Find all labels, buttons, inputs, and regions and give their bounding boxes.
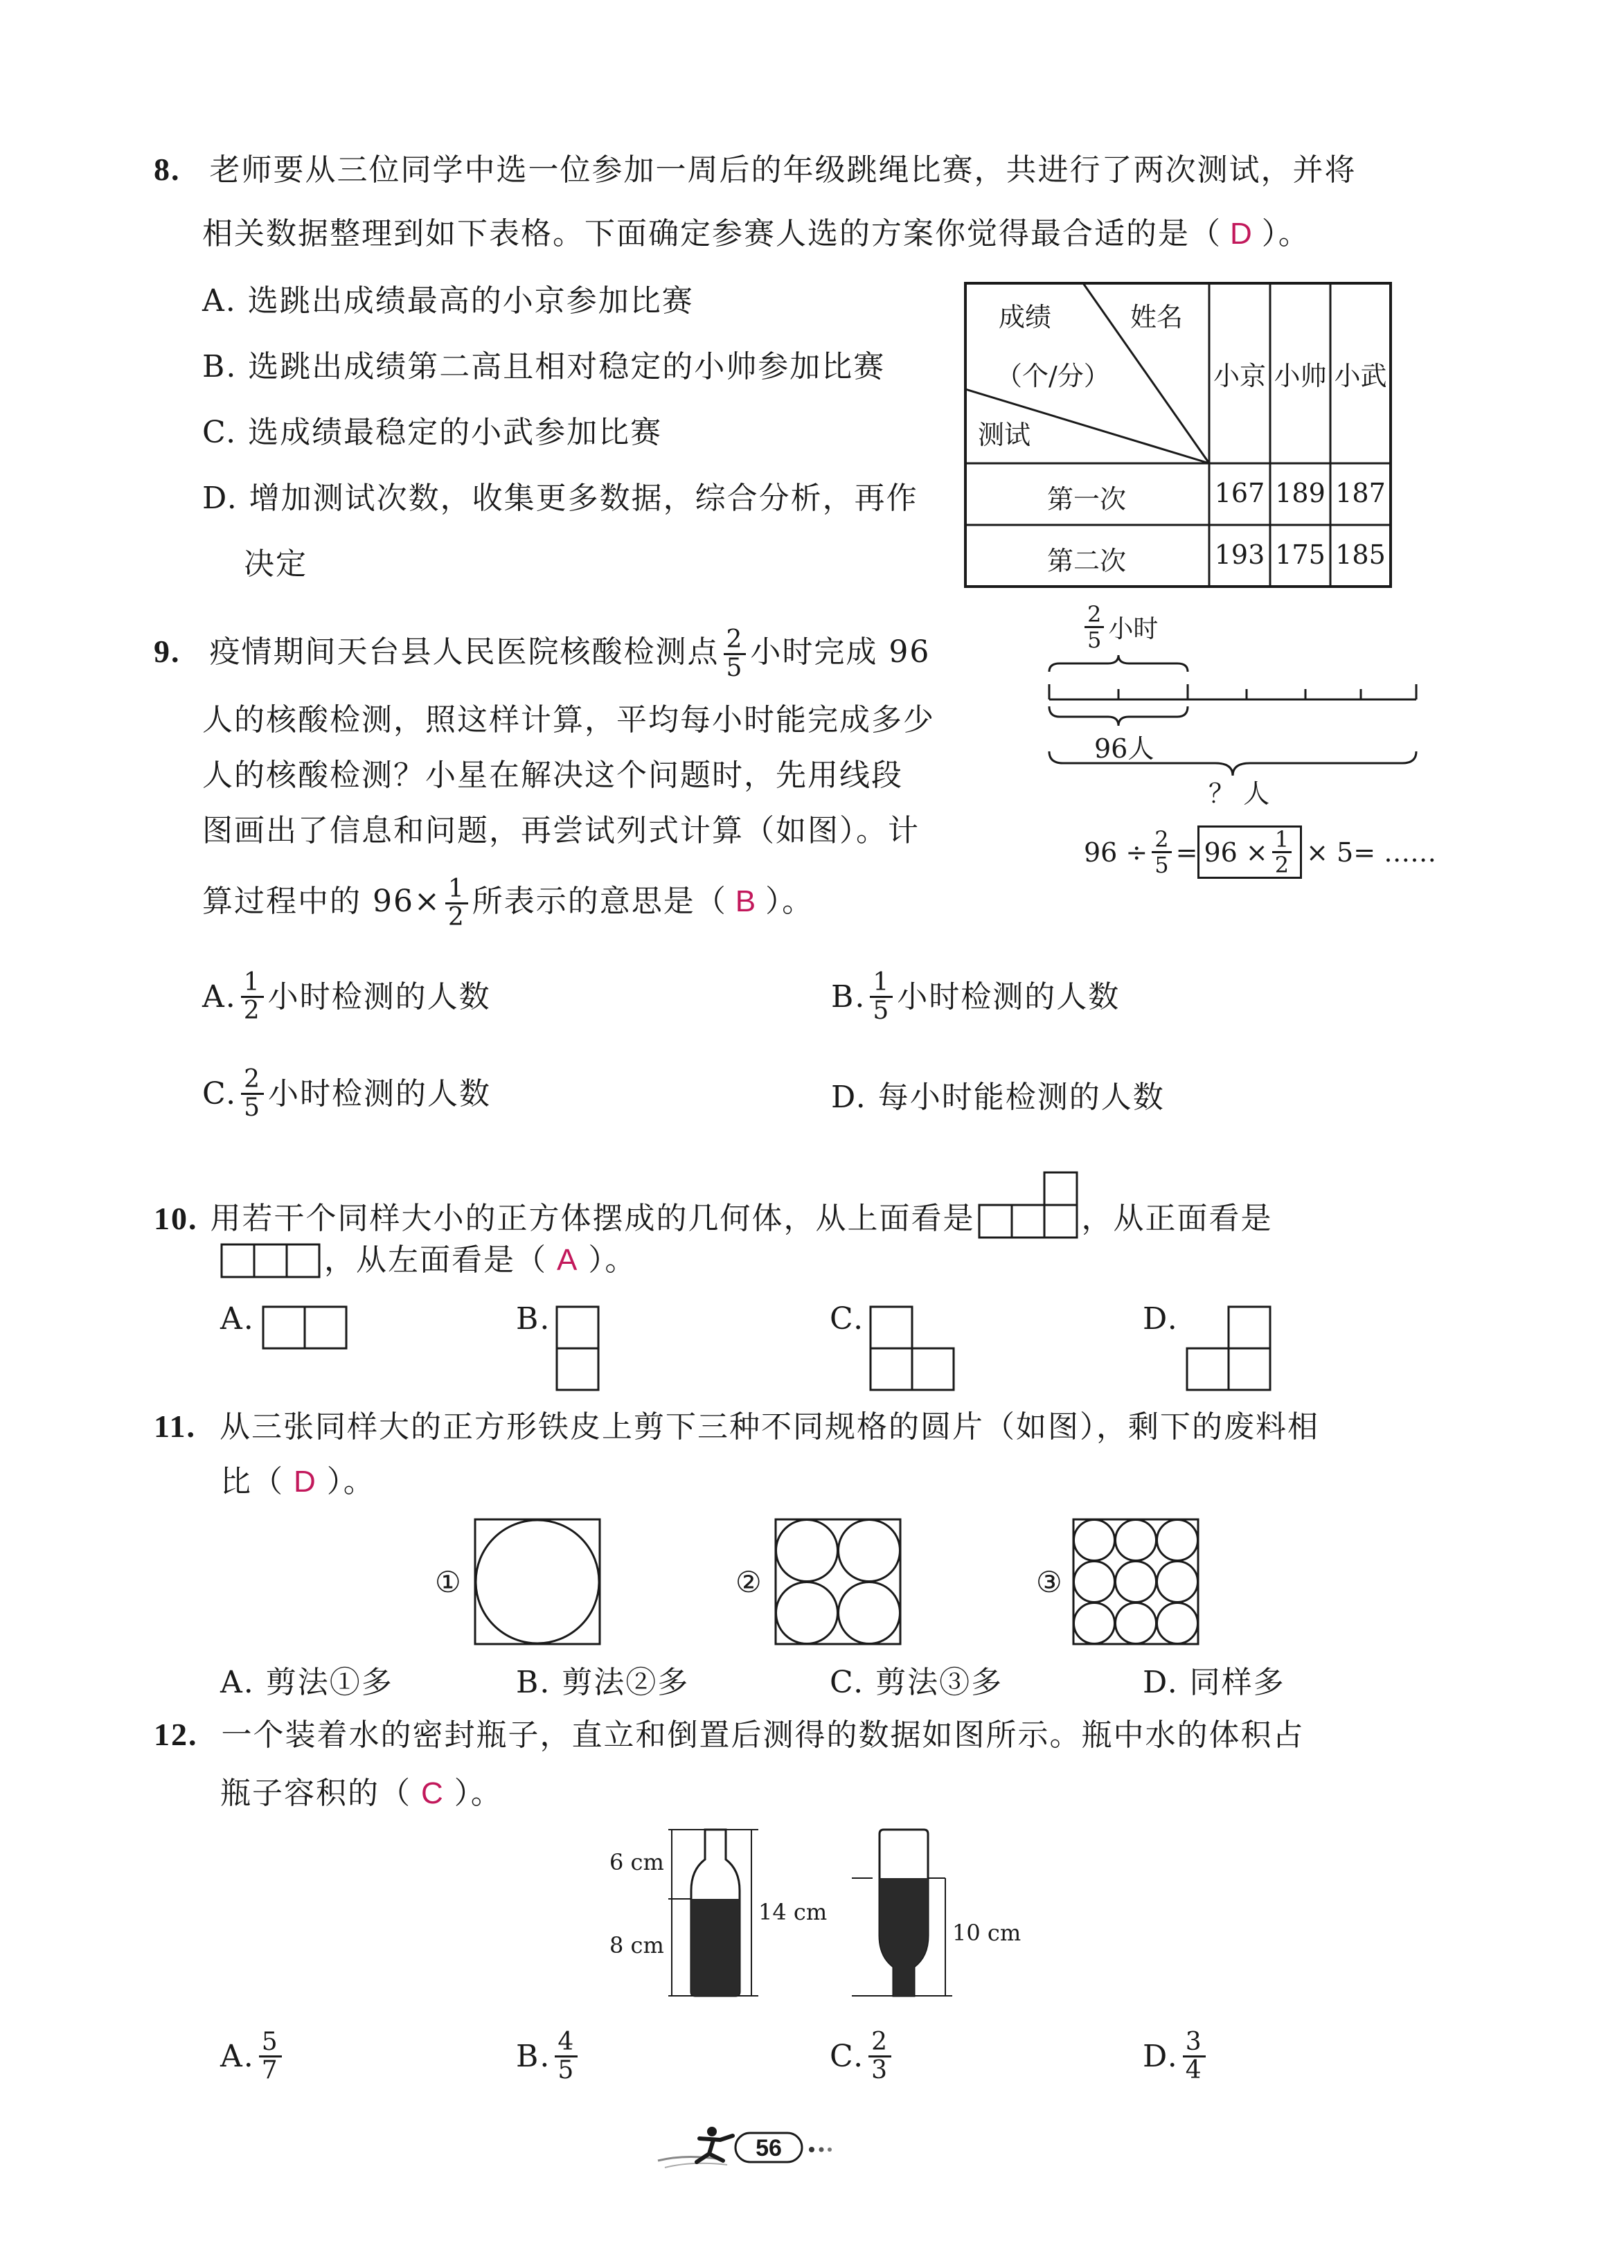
q10-line2-text: ，从左面看是（: [324, 1242, 547, 1278]
q9-eq-box-text: 96 ×: [1204, 837, 1268, 868]
q9-number: 9.: [154, 634, 181, 669]
q9-diagram-top-label: [1080, 602, 1158, 652]
q9-eq-frac-d: 5: [1154, 852, 1169, 878]
q8-option-d: D. 增加测试次数，收集更多数据，综合分析，再作: [202, 481, 918, 516]
q9-option-a-letter: A.: [202, 979, 237, 1015]
q12-number: 12.: [154, 1717, 198, 1752]
q8-row2-label: 第二次: [1046, 546, 1126, 576]
q8-option-a: A. 选跳出成绩最高的小京参加比赛: [202, 283, 694, 319]
q11-number: 11.: [154, 1409, 196, 1444]
q9-diagram-frac-d: 5: [1087, 627, 1102, 653]
q9-line1-text: 疫情期间天台县人民医院核酸检测点: [209, 634, 720, 670]
q9-option-c-text: 小时检测的人数: [268, 1075, 491, 1111]
q9-line5-text: 算过程中的 96×: [202, 884, 441, 919]
q9-diagram-hours-label: 小时: [1108, 615, 1159, 643]
q9-eq-pre: 96 ÷: [1084, 837, 1148, 868]
q9-option-a-n: 1: [241, 970, 264, 998]
q11-option-b: B. 剪法②多: [516, 1665, 690, 1700]
q11-option-c: C. 剪法③多: [830, 1665, 1003, 1700]
q9-frac2-numerator: 1: [445, 876, 468, 904]
q10-option-d-label: D.: [1143, 1301, 1179, 1337]
q10-line1: [154, 1170, 1273, 1240]
q12-option-b-frac: [555, 2029, 578, 2084]
q9-line5: [202, 876, 814, 931]
page-number: 56: [756, 2135, 782, 2161]
q9-diagram-frac-n: 2: [1085, 602, 1104, 628]
q12-option-d-letter: D.: [1143, 2038, 1179, 2074]
q12-option-b-letter: B.: [516, 2038, 551, 2074]
q10-top-view-icon: [978, 1170, 1079, 1240]
q12-label-10cm: 10 cm: [952, 1920, 1021, 1946]
q9-frac1-denominator: 5: [726, 654, 744, 682]
q9-frac2-denominator: 2: [447, 903, 465, 931]
q11-line2-end: ）。: [326, 1464, 375, 1499]
q9-eq-box-frac: [1272, 828, 1292, 877]
q8-stem-line2: 相关数据整理到如下表格。下面确定参赛人选的方案你觉得最合适的是（: [202, 216, 1222, 251]
q12-option-d-frac: [1183, 2029, 1206, 2084]
q8-option-c: C. 选成绩最稳定的小武参加比赛: [202, 415, 663, 450]
q8-line1: [154, 149, 1357, 191]
q12-line2-text: 瓶子容积的（: [220, 1776, 411, 1811]
q8-score-table: [964, 282, 1392, 588]
q12-option-c-d: 3: [871, 2056, 889, 2084]
q8-option-d-cont: 决定: [244, 546, 307, 582]
q8-header-unit: （个/分）: [996, 361, 1110, 391]
q9-eq-frac: [1152, 828, 1171, 877]
q9-diagram-unknown: ？ 人: [1208, 778, 1270, 809]
q8-stem-line1: 老师要从三位同学中选一位参加一周后的年级跳绳比赛，共进行了两次测试，并将: [209, 152, 1357, 188]
q10-option-c-shape: [869, 1305, 956, 1393]
q9-option-b-letter: B.: [831, 979, 866, 1015]
q12-option-c-letter: C.: [830, 2038, 865, 2074]
q8-row2-v1: 193: [1214, 539, 1265, 570]
q11-answer: D: [294, 1465, 317, 1499]
q12-label-6cm: 6 cm: [609, 1849, 664, 1875]
q12-label-8cm: 8 cm: [609, 1932, 664, 1958]
q12-option-c-frac: [868, 2029, 891, 2084]
q9-option-b-text: 小时检测的人数: [897, 979, 1121, 1015]
q9-line2: 人的核酸检测，照这样计算，平均每小时能完成多少: [202, 702, 935, 738]
q12-line1-text: 一个装着水的密封瓶子，直立和倒置后测得的数据如图所示。瓶中水的体积占: [221, 1717, 1305, 1753]
q10-front-view-icon: [220, 1242, 321, 1279]
q9-frac1-numerator: 2: [724, 627, 747, 655]
q12-option-b-d: 5: [557, 2056, 575, 2084]
q9-option-c-d: 5: [244, 1093, 261, 1122]
q8-name-xiaojing: 小京: [1213, 361, 1266, 391]
q9-option-a-frac: [241, 970, 264, 1024]
q12-option-b: [516, 2029, 582, 2084]
q9-eq-box-frac-d: 2: [1274, 852, 1290, 878]
q11-line2-text: 比（: [220, 1464, 284, 1499]
q12-line2: [220, 1773, 503, 1814]
q11-option-d: D. 同样多: [1143, 1665, 1285, 1700]
q9-diagram-equation: [1084, 825, 1436, 879]
q11-figure-3: [1072, 1518, 1199, 1645]
q12-line1: [154, 1714, 1305, 1756]
q9-line5-end: ）。: [765, 884, 814, 919]
q8-row1-v3: 187: [1335, 478, 1386, 508]
q9-segment-diagram: [1039, 601, 1437, 907]
q9-option-d: [831, 1077, 1165, 1118]
q11-line2: [220, 1461, 375, 1503]
q10-line2: [220, 1240, 636, 1281]
q10-option-a-label: A.: [220, 1301, 255, 1337]
q9-line5-mid: 所表示的意思是（: [472, 884, 727, 919]
q9-fraction-two-fifths: [724, 627, 747, 681]
q9-fraction-one-half: [445, 876, 468, 931]
q9-option-b-d: 5: [873, 997, 891, 1025]
q8-header-name: 姓名: [1130, 302, 1184, 332]
q8-line2: [202, 213, 1310, 255]
q11-line1: [154, 1406, 1319, 1448]
q9-option-c-letter: C.: [202, 1075, 238, 1111]
q8-row2-v3: 185: [1335, 539, 1386, 570]
q12-line2-end: ）。: [454, 1776, 503, 1811]
page-footer: [651, 2119, 873, 2175]
q9-option-d-text: 每小时能检测的人数: [877, 1080, 1165, 1115]
q9-line4: 图画出了信息和问题，再尝试列式计算（如图）。计: [202, 813, 920, 848]
q9-line1-end: 小时完成 96: [750, 634, 931, 670]
q12-answer: C: [421, 1776, 445, 1810]
q9-option-c: [202, 1066, 491, 1121]
q9-eq-equals: =: [1175, 837, 1198, 868]
q9-eq-boxed: [1197, 825, 1302, 879]
q8-row2-v2: 175: [1275, 539, 1326, 570]
q12-option-c-n: 2: [868, 2029, 891, 2057]
q9-option-b: [831, 970, 1120, 1024]
q9-option-c-frac: [241, 1066, 264, 1121]
q9-option-b-n: 1: [870, 970, 893, 998]
q10-option-d-shape: [1186, 1305, 1273, 1393]
q11-figure-2: [774, 1518, 902, 1645]
q10-line2-end: ）。: [588, 1242, 637, 1278]
q12-option-b-n: 4: [555, 2029, 578, 2057]
q8-option-b: B. 选跳出成绩第二高且相对稳定的小帅参加比赛: [202, 349, 886, 384]
q12-option-d-d: 4: [1185, 2056, 1203, 2084]
q10-line1-text: 用若干个同样大小的正方体摆成的几何体，从上面看是: [210, 1201, 975, 1236]
q9-line3: 人的核酸检测？小星在解决这个问题时，先用线段: [202, 758, 903, 793]
q8-row1-v1: 167: [1214, 478, 1265, 508]
q10-option-a-shape: [262, 1305, 349, 1350]
q9-option-d-letter: D.: [831, 1080, 867, 1115]
q9-option-c-n: 2: [241, 1066, 264, 1095]
q9-answer: B: [735, 884, 758, 918]
q8-row1-label: 第一次: [1046, 484, 1126, 515]
q11-label-1: ①: [435, 1565, 461, 1599]
q12-option-a-n: 5: [259, 2029, 282, 2057]
q9-option-a: [202, 970, 491, 1024]
q10-number: 10.: [154, 1201, 198, 1236]
q8-row1-v2: 189: [1275, 478, 1326, 508]
q12-option-a-d: 7: [261, 2056, 279, 2084]
q10-line1-end: ，从正面看是: [1081, 1201, 1273, 1236]
q11-option-a: A. 剪法①多: [220, 1665, 393, 1700]
q9-eq-post: × 5= ……: [1306, 837, 1437, 868]
q10-option-c-label: C.: [830, 1301, 865, 1337]
q11-line1-text: 从三张同样大的正方形铁皮上剪下三种不同规格的圆片（如图），剩下的废料相: [219, 1409, 1319, 1445]
q12-option-c: [830, 2029, 895, 2084]
q8-header-test: 测试: [978, 420, 1031, 450]
q9-eq-frac-n: 2: [1152, 828, 1171, 853]
q8-header-score: 成绩: [999, 302, 1052, 332]
q8-number: 8.: [154, 152, 181, 187]
q9-option-a-d: 2: [243, 997, 261, 1025]
q10-option-b-label: B.: [516, 1301, 551, 1337]
q8-stem-end: ）。: [1261, 216, 1310, 251]
q10-answer: A: [557, 1243, 579, 1277]
q9-diagram-frac: [1085, 602, 1104, 652]
q12-option-d: [1143, 2029, 1210, 2084]
q12-option-a: [220, 2029, 286, 2084]
q10-option-b-shape: [555, 1305, 601, 1393]
q12-option-a-letter: A.: [220, 2038, 255, 2074]
q11-label-3: ③: [1036, 1565, 1062, 1599]
q12-bottle-diagram: [603, 1821, 1032, 2008]
q8-name-xiaoshuai: 小帅: [1274, 361, 1327, 391]
q8-answer: D: [1230, 217, 1253, 251]
q12-label-14cm: 14 cm: [758, 1899, 828, 1925]
q9-diagram-96-people: 96人: [1094, 733, 1154, 764]
q9-option-a-text: 小时检测的人数: [267, 979, 491, 1015]
q9-eq-box-frac-n: 1: [1272, 828, 1292, 853]
q11-label-2: ②: [735, 1565, 762, 1599]
q8-name-xiaowu: 小武: [1334, 361, 1387, 391]
q11-figure-1: [474, 1518, 601, 1645]
q9-option-b-frac: [870, 970, 893, 1024]
q9-line1: [154, 627, 930, 681]
q12-option-a-frac: [259, 2029, 282, 2084]
q12-option-d-n: 3: [1183, 2029, 1206, 2057]
